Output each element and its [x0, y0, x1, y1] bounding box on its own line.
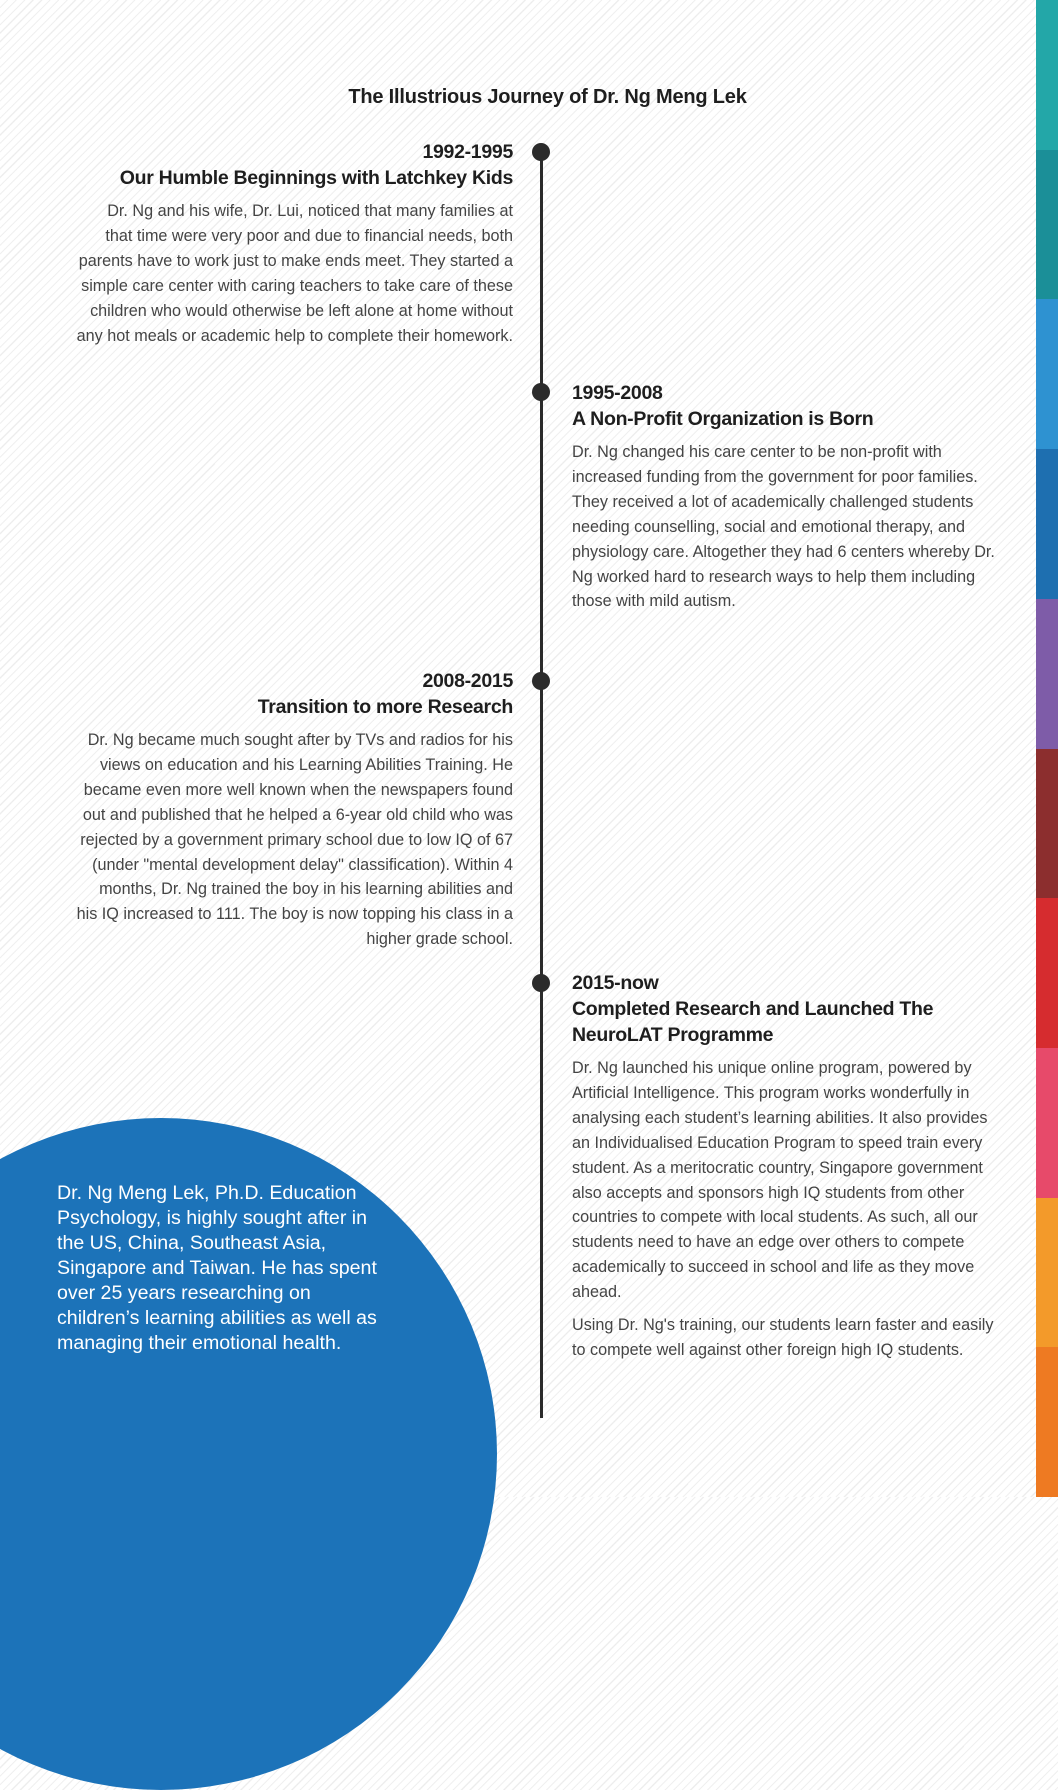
color-swatch	[1036, 0, 1058, 150]
entry-paragraph: Dr. Ng became much sought after by TVs and radios for his views on education and his Learning Abilities Training. He became even more well known when the newspapers found out and published that he helped a 6-year old child who was rejected by a government primary school due to low IQ of 67 (under "mental development delay" classification). Within 4 months, Dr. Ng trained the boy in his learning abilities and his IQ increased to 111. The boy is now topping his class in a higher grade school.	[76, 731, 513, 949]
timeline-entry-2015-now	[572, 970, 1004, 1371]
color-strip	[1036, 0, 1058, 1497]
color-swatch	[1036, 898, 1058, 1048]
timeline-entry-2008-2015	[70, 668, 513, 960]
page-title: The Illustrious Journey of Dr. Ng Meng Lek	[348, 86, 747, 108]
timeline-entry-1995-2008	[572, 380, 1004, 622]
color-swatch	[1036, 599, 1058, 749]
bio-text: Dr. Ng Meng Lek, Ph.D. Education Psychology, is highly sought after in the US, China, Southeast Asia, Singapore and Taiwan. He has spent over 25 years researching on children’s learning abilities as well as managing their emotional health.	[57, 1182, 377, 1354]
entry-year: 2008-2015	[422, 670, 513, 692]
color-swatch	[1036, 449, 1058, 599]
color-swatch	[1036, 1198, 1058, 1348]
entry-paragraph: Using Dr. Ng's training, our students learn faster and easily to compete well against other foreign high IQ students.	[572, 1316, 994, 1359]
timeline-dot	[532, 974, 550, 992]
timeline-dot	[532, 143, 550, 161]
color-swatch	[1036, 150, 1058, 300]
timeline-dot	[532, 672, 550, 690]
entry-year: 1992-1995	[422, 141, 513, 163]
entry-heading: A Non-Profit Organization is Born	[572, 408, 874, 430]
timeline-line	[540, 150, 543, 1418]
entry-heading: Transition to more Research	[257, 696, 513, 718]
entry-heading: Completed Research and Launched The NeuroLAT Programme	[572, 998, 934, 1046]
entry-year: 2015-now	[572, 972, 659, 994]
color-swatch	[1036, 299, 1058, 449]
color-swatch	[1036, 1048, 1058, 1198]
entry-paragraph: Dr. Ng and his wife, Dr. Lui, noticed that many families at that time were very poor and due to financial needs, both parents have to work just to make ends meet. They started a simple care center with caring teachers to take care of these children who would otherwise be left alone at home without any hot meals or academic help to complete their homework.	[76, 202, 513, 345]
timeline-dot	[532, 383, 550, 401]
entry-paragraph: Dr. Ng launched his unique online program, powered by Artificial Intelligence. This program works wonderfully in analysing each student’s learning abilities. It also provides an Individualised Education Program to speed train every student. As a meritocratic country, Singapore government also accepts and sponsors high IQ students from other countries to compete with local students. As such, all our students need to have an edge over others to compete academically to succeed in school and life as they move ahead.	[572, 1059, 988, 1302]
entry-heading: Our Humble Beginnings with Latchkey Kids	[119, 167, 513, 189]
entry-paragraph: Dr. Ng changed his care center to be non-profit with increased funding from the government for poor families. They received a lot of academically challenged students needing counselling, social and emotional therapy, and physiology care. Altogether they had 6 centers whereby Dr. Ng worked hard to research ways to help them including those with mild autism.	[572, 443, 995, 611]
color-swatch	[1036, 1347, 1058, 1497]
entry-year: 1995-2008	[572, 382, 663, 404]
timeline-entry-1992-1995	[70, 139, 513, 356]
color-swatch	[1036, 749, 1058, 899]
